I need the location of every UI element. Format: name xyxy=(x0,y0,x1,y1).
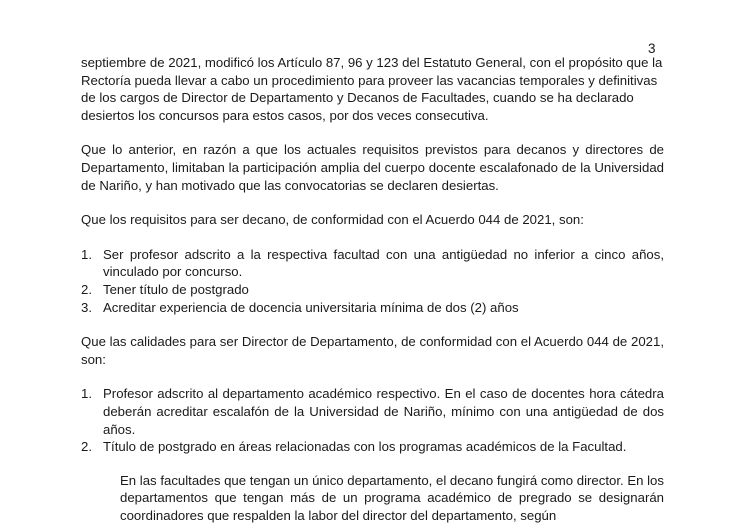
director-requirements-list xyxy=(81,385,664,455)
list-text: Tener título de postgrado xyxy=(103,281,249,297)
paragraph-statute-modification: septiembre de 2021, modificó los Artículo 87, 96 y 123 del Estatuto General, con el propósito que la Rectoría pueda llevar a cabo un procedimiento para proveer las vacancias temporales y definitivas de los cargos de Director de Departamento y Decanos de Facultades, cuando se ha declarado desiertos los concursos para estos casos, por dos veces consecutiva. xyxy=(81,55,663,123)
list-number: 2. xyxy=(81,281,92,297)
list-item xyxy=(81,299,664,317)
page-number: 3 xyxy=(648,41,656,56)
list-item xyxy=(81,438,664,456)
document-body xyxy=(81,54,664,524)
list-number: 1. xyxy=(81,246,92,262)
dean-requirements-list xyxy=(81,246,664,316)
list-item xyxy=(81,385,664,438)
list-number: 1. xyxy=(81,386,92,402)
list-text: Profesor adscrito al departamento académico respectivo. En el caso de docentes hora cátedra deberán acreditar escalafón de la Universidad de Nariño, mínimo con una antigüedad de dos años. xyxy=(103,386,664,437)
list-item xyxy=(81,246,664,281)
list-number: 2. xyxy=(81,439,92,455)
paragraph-director-intro: Que las calidades para ser Director de Departamento, de conformidad con el Acuerdo 044 de 2021, son: xyxy=(81,334,664,367)
paragraph-dean-intro: Que los requisitos para ser decano, de conformidad con el Acuerdo 044 de 2021, son: xyxy=(81,212,584,228)
list-text: Título de postgrado en áreas relacionadas con los programas académicos de la Facultad. xyxy=(103,439,627,455)
paragraph-single-department: En las facultades que tengan un único departamento, el decano fungirá como director. En los departamentos que tengan más de un programa académico de pregrado se designarán coordinadores que respalden la labor del director del departamento, según xyxy=(120,472,664,523)
list-item xyxy=(81,281,664,299)
list-text: Acreditar experiencia de docencia universitaria mínima de dos (2) años xyxy=(103,299,519,315)
list-text: Ser profesor adscrito a la respectiva facultad con una antigüedad no inferior a cinco años, vinculado por concurso. xyxy=(103,246,664,280)
list-number: 3. xyxy=(81,299,92,315)
paragraph-current-requirements: Que lo anterior, en razón a que los actuales requisitos previstos para decanos y directores de Departamento, limitaban la participación amplia del cuerpo docente escalafonado de la Universidad de Nariño, y han motivado que las convocatorias se declaren desiertas. xyxy=(81,142,664,193)
